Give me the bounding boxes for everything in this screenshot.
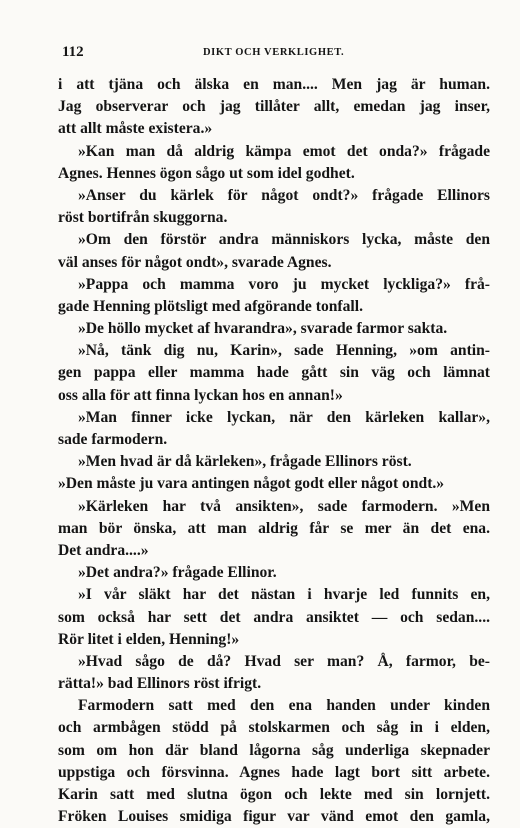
text-line: röst bortifrån skuggorna. bbox=[58, 209, 228, 227]
text-line: »Hvad sågo de då? Hvad ser man? Å, farmor, be- bbox=[78, 652, 490, 670]
text-line: att allt måste existera.» bbox=[58, 120, 213, 138]
text-line: »Nå, tänk dig nu, Karin», sade Henning, »om antin- bbox=[78, 342, 490, 360]
text-line: »Anser du kärlek för något ondt?» frågade Ellinors bbox=[78, 186, 490, 204]
body-text bbox=[58, 74, 490, 828]
page-header bbox=[58, 44, 490, 66]
text-line: »Man finner icke lyckan, när den kärleken kallar», bbox=[78, 408, 490, 426]
running-head: DIKT OCH VERKLIGHET. bbox=[203, 47, 345, 58]
text-line: Det andra....» bbox=[58, 541, 149, 559]
text-line: »Men hvad är då kärleken», frågade Ellinors röst. bbox=[78, 453, 412, 471]
text-line: Fröken Louises smidiga figur var vänd emot den gamla, bbox=[58, 808, 490, 826]
text-line: man bör önska, att man aldrig får se mer än det ena. bbox=[58, 519, 490, 537]
text-line: Karin satt med slutna ögon och lekte med sin lornjett. bbox=[58, 786, 490, 803]
text-line: »Det andra?» frågade Ellinor. bbox=[78, 564, 277, 582]
text-line: som också har sett det andra ansiktet — och sedan.... bbox=[58, 608, 490, 626]
text-line: Jag observerar och jag tillåter allt, emedan jag inser, bbox=[58, 98, 490, 116]
text-line: gade Henning plötsligt med afgörande tonfall. bbox=[58, 297, 363, 315]
text-line: rätta!» bad Ellinors röst ifrigt. bbox=[58, 675, 262, 693]
text-line: och armbågen stödd på stolskarmen och såg in i elden, bbox=[58, 719, 490, 737]
text-line: Agnes. Hennes ögon sågo ut som idel godhet. bbox=[58, 164, 355, 182]
text-line: Farmodern satt med den ena handen under kinden bbox=[78, 697, 490, 715]
text-line: »Om den förstör andra människors lycka, måste den bbox=[78, 231, 490, 249]
text-line: »Kärleken har två ansikten», sade farmodern. »Men bbox=[78, 497, 490, 515]
page-number: 112 bbox=[62, 44, 84, 60]
text-line: »Den måste ju vara antingen något godt eller något ondt.» bbox=[58, 475, 445, 493]
text-line: som om hon där bland lågorna såg underliga skepnader bbox=[58, 741, 490, 759]
text-line: »Pappa och mamma voro ju mycket lyckliga?» frå- bbox=[78, 275, 490, 293]
text-line: oss alla för att finna lyckan hos en annan!» bbox=[58, 386, 343, 404]
text-line: »Kan man då aldrig kämpa emot det onda?» frågade bbox=[78, 142, 490, 160]
text-line: »I vår släkt har det nästan i hvarje led funnits en, bbox=[78, 586, 490, 604]
text-line: i att tjäna och älska en man.... Men jag är human. bbox=[58, 76, 490, 93]
text-line: »De höllo mycket af hvarandra», svarade farmor sakta. bbox=[78, 320, 448, 338]
text-line: sade farmodern. bbox=[58, 431, 168, 448]
text-line: Rör litet i elden, Henning!» bbox=[58, 630, 240, 648]
text-line: gen pappa eller mamma hade gått sin väg och lämnat bbox=[58, 364, 490, 382]
text-line: väl anses för något ondt», svarade Agnes. bbox=[58, 253, 332, 271]
text-line: uppstiga och försvinna. Agnes hade lagt bort sitt arbete. bbox=[58, 763, 490, 781]
